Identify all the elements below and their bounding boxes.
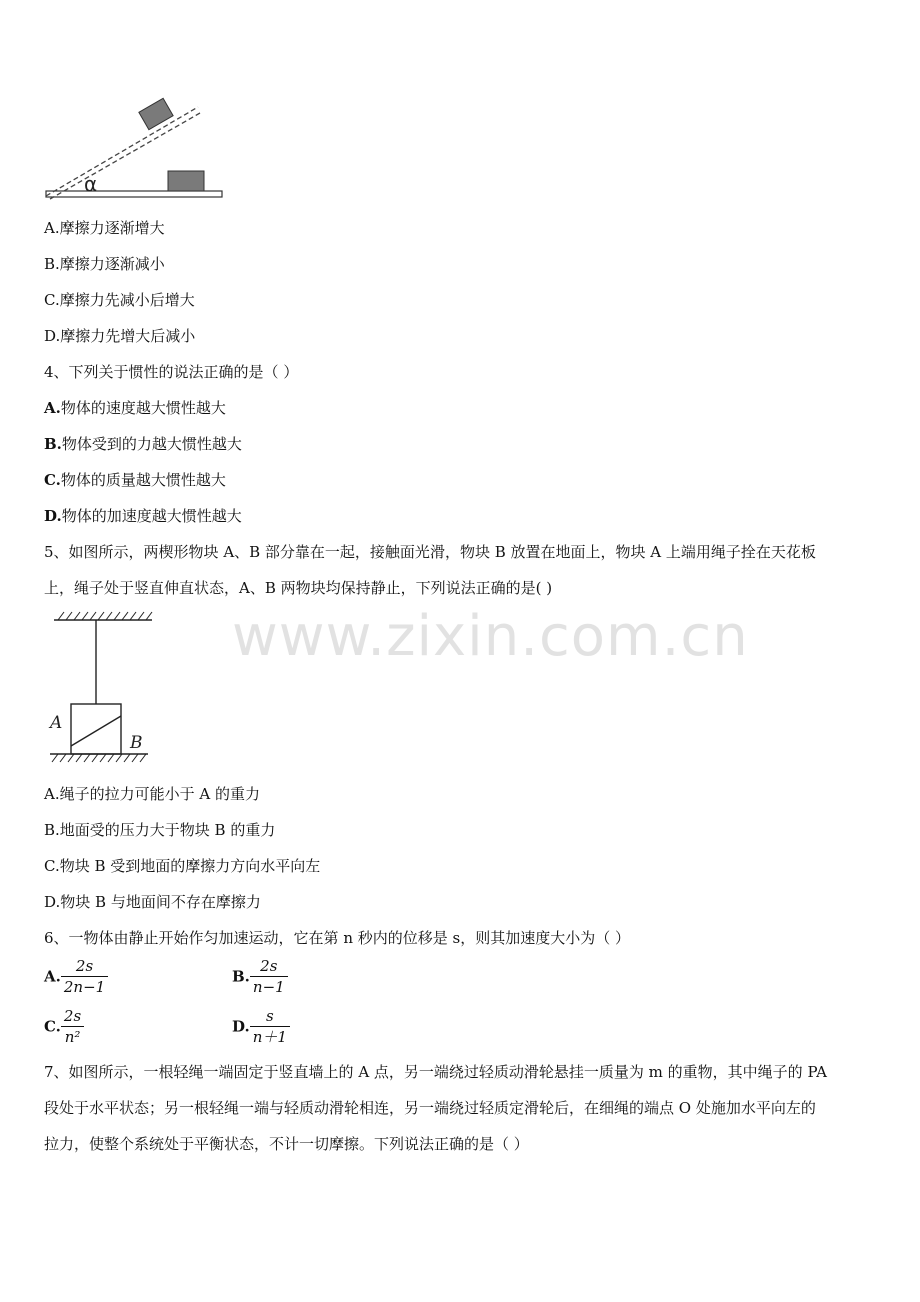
q5-stem-line2: 上，绳子处于竖直伸直状态，A、B 两物块均保持静止，下列说法正确的是( ) — [44, 579, 553, 597]
q5-option-c: C.物块 B 受到地面的摩擦力方向水平向左 — [44, 857, 321, 875]
incline-figure — [40, 95, 230, 205]
q3-option-c: C.摩擦力先减小后增大 — [44, 291, 195, 309]
watermark: www.zixin.com.cn — [232, 604, 749, 669]
q4-option-a: A.物体的速度越大惯性越大 — [44, 399, 226, 417]
q6-option-c: C. $\frac{2s}{\text{n²}}$ — [44, 1006, 84, 1047]
label-a: A — [50, 713, 63, 733]
q6-option-b: B. $\frac{2s}{n-1}$ — [232, 956, 288, 997]
q5-option-b: B.地面受的压力大于物块 B 的重力 — [44, 821, 276, 839]
q4-option-c: C.物体的质量越大惯性越大 — [44, 471, 226, 489]
angle-label: α — [84, 172, 98, 196]
q6-stem: 6、一物体由静止开始作匀加速运动，它在第 n 秒内的位移是 s，则其加速度大小为（ ） — [44, 929, 630, 947]
q3-option-b: B.摩擦力逐渐减小 — [44, 255, 165, 273]
q4-stem: 4、下列关于惯性的说法正确的是（ ） — [44, 363, 299, 381]
q3-option-a: A.摩擦力逐渐增大 — [44, 219, 165, 237]
q5-option-d: D.物块 B 与地面间不存在摩擦力 — [44, 893, 261, 911]
wedge-figure — [44, 608, 156, 768]
q3-option-d: D.摩擦力先增大后减小 — [44, 327, 196, 345]
q5-option-a: A.绳子的拉力可能小于 A 的重力 — [44, 785, 260, 803]
q5-stem-line1: 5、如图所示，两楔形物块 A、B 部分靠在一起，接触面光滑，物块 B 放置在地面上，物块 A 上端用绳子拴在天花板 — [44, 543, 816, 561]
q7-line3: 拉力，使整个系统处于平衡状态，不计一切摩擦。下列说法正确的是（ ） — [44, 1135, 529, 1153]
q7-line2: 段处于水平状态；另一根轻绳一端与轻质动滑轮相连，另一端绕过轻质定滑轮后，在细绳的端点 O 处施加水平向左的 — [44, 1099, 816, 1117]
q7-line1: 7、如图所示，一根轻绳一端固定于竖直墙上的 A 点，另一端绕过轻质动滑轮悬挂一质量为 m 的重物，其中绳子的 PA — [44, 1063, 827, 1081]
label-b: B — [130, 733, 143, 753]
q6-option-d: D. $\frac{s}{n+1}$ — [232, 1006, 290, 1047]
q4-option-d: D.物体的加速度越大惯性越大 — [44, 507, 242, 525]
q6-option-a: A. $\frac{2s}{2n-1}$ — [44, 956, 108, 997]
q4-option-b: B.物体受到的力越大惯性越大 — [44, 435, 242, 453]
